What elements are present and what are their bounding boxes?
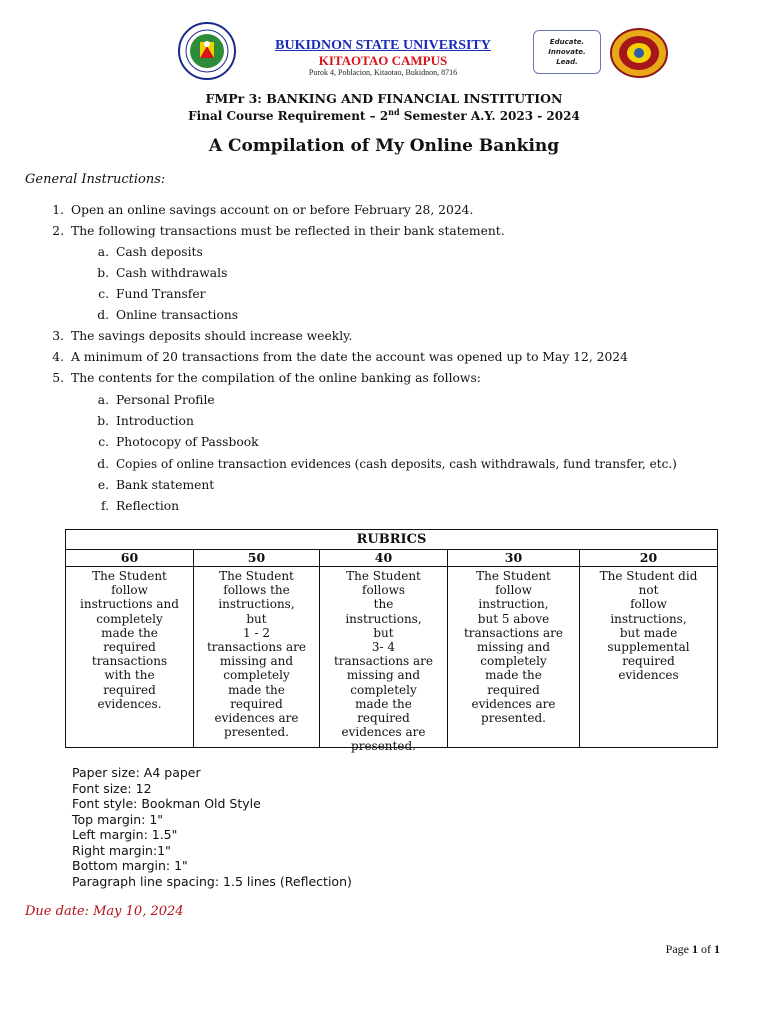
- item-text: Personal Profile: [116, 393, 215, 407]
- page-total: 1: [714, 942, 720, 956]
- item-text: The following transactions must be reflected in their bank statement.: [71, 224, 505, 238]
- requirement-sup: nd: [388, 107, 400, 117]
- motto-line: Lead.: [556, 58, 578, 66]
- format-spec: Font style: Bookman Old Style: [72, 796, 261, 811]
- document-title: A Compilation of My Online Banking: [208, 136, 560, 156]
- item-number: 5.: [52, 371, 64, 385]
- item-text: Bank statement: [116, 478, 215, 492]
- item-text: A minimum of 20 transactions from the date the account was opened up to May 12, 2024: [71, 350, 628, 364]
- rubric-column: [320, 550, 448, 754]
- item-text: Online transactions: [116, 308, 239, 322]
- format-spec: Font size: 12: [72, 781, 152, 796]
- format-spec: Paragraph line spacing: 1.5 lines (Reflection): [72, 874, 352, 889]
- rubrics-title: RUBRICS: [66, 530, 717, 550]
- item-number: 3.: [52, 329, 64, 343]
- university-seal-logo: [178, 22, 236, 80]
- requirement-line: [0, 107, 768, 123]
- rubrics-table: [65, 529, 718, 754]
- item-text: The savings deposits should increase weekly.: [71, 329, 353, 343]
- rubric-score: 40: [320, 550, 447, 567]
- rubric-description: The Student follows the instructions, but 1 - 2 transactions are missing and completely made the required evidences are presented.: [206, 569, 307, 740]
- format-spec: Bottom margin: 1": [72, 858, 188, 873]
- item-letter: a.: [97, 393, 109, 407]
- motto-line: Innovate.: [548, 48, 586, 56]
- item-text: Fund Transfer: [116, 287, 206, 301]
- page-current: 1: [692, 942, 698, 956]
- motto-box: [533, 30, 601, 74]
- format-spec: Top margin: 1": [72, 812, 164, 827]
- item-letter: f.: [100, 499, 109, 513]
- item-number: 1.: [52, 203, 64, 217]
- format-spec: Right margin:1": [72, 843, 171, 858]
- format-spec: Left margin: 1.5": [72, 827, 178, 842]
- item-text: The contents for the compilation of the online banking as follows:: [71, 371, 481, 385]
- page-of: of: [698, 942, 714, 956]
- rubric-description: The Student follow instruction, but 5 above transactions are missing and completely made the required evidences are presented.: [463, 569, 564, 726]
- item-letter: a.: [97, 245, 109, 259]
- requirement-prefix: Final Course Requirement – 2: [188, 109, 389, 123]
- item-text: Cash deposits: [116, 245, 203, 259]
- item-text: Open an online savings account on or before February 28, 2024.: [71, 203, 474, 217]
- rubric-column: [66, 550, 194, 747]
- item-text: Copies of online transaction evidences (cash deposits, cash withdrawals, fund transfer, etc.): [116, 457, 677, 471]
- rubric-description: The Student follows the instructions, but 3- 4 transactions are missing and completely made the required evidences are presented.: [333, 569, 434, 754]
- motto-line: Educate.: [549, 38, 585, 46]
- page-number: [640, 942, 720, 957]
- rubric-description: The Student follow instructions and completely made the required transactions with the required evidences.: [80, 569, 179, 711]
- item-text: Introduction: [116, 414, 194, 428]
- item-letter: b.: [97, 266, 109, 280]
- item-number: 4.: [52, 350, 64, 364]
- item-letter: d.: [97, 457, 109, 471]
- rubric-score: 20: [580, 550, 717, 567]
- item-letter: c.: [98, 287, 109, 301]
- course-title: FMPr 3: BANKING AND FINANCIAL INSTITUTION: [205, 91, 563, 106]
- item-text: Photocopy of Passbook: [116, 435, 259, 449]
- rubric-score: 30: [448, 550, 579, 567]
- rubric-column: [580, 550, 717, 747]
- item-letter: e.: [97, 478, 109, 492]
- page-label: Page: [665, 942, 692, 956]
- university-name: BUKIDNON STATE UNIVERSITY: [275, 38, 491, 53]
- campus-name: KITAOTAO CAMPUS: [318, 53, 448, 68]
- campus-seal-logo: [610, 28, 668, 78]
- due-date: Due date: May 10, 2024: [25, 904, 184, 919]
- item-letter: d.: [97, 308, 109, 322]
- campus-address: Purok 4, Poblacion, Kitaotao, Bukidnon, 8716: [308, 68, 458, 77]
- item-text: Cash withdrawals: [116, 266, 228, 280]
- item-number: 2.: [52, 224, 64, 238]
- rubric-score: 60: [66, 550, 193, 567]
- general-instructions-heading: General Instructions:: [25, 172, 166, 187]
- rubric-score: 50: [194, 550, 319, 567]
- rubric-description: The Student did not follow instructions, but made supplemental required evidences: [599, 569, 698, 683]
- item-letter: b.: [97, 414, 109, 428]
- rubric-column: [448, 550, 580, 747]
- item-text: Reflection: [116, 499, 180, 513]
- format-spec: Paper size: A4 paper: [72, 765, 201, 780]
- item-letter: c.: [98, 435, 109, 449]
- requirement-suffix: Semester A.Y. 2023 - 2024: [399, 109, 580, 123]
- rubric-column: [194, 550, 320, 747]
